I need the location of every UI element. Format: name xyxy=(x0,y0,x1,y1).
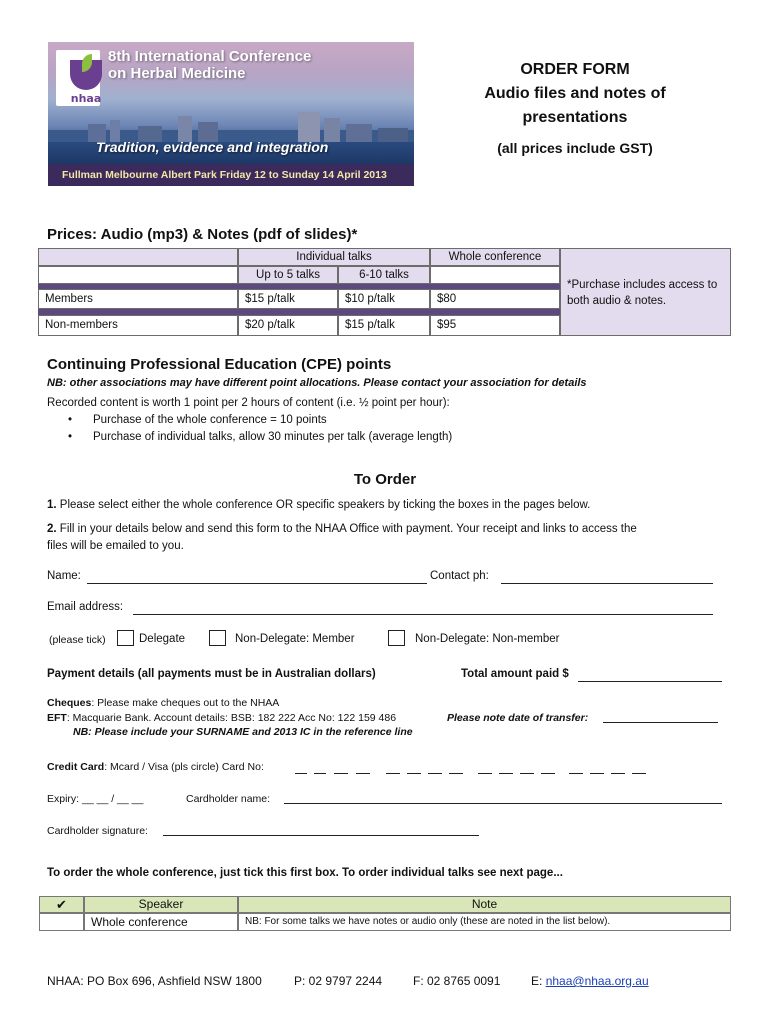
holder-label: Cardholder name: xyxy=(186,793,271,805)
nonmember-label: Non-Delegate: Non-member xyxy=(415,633,560,645)
footer-email-link[interactable]: nhaa@nhaa.org.au xyxy=(545,974,649,988)
eft-line xyxy=(47,712,396,724)
card-digit[interactable] xyxy=(386,773,400,774)
signature-label: Cardholder signature: xyxy=(47,825,148,837)
price-header-blank xyxy=(38,248,238,266)
step-number: 1. xyxy=(47,499,57,511)
card-digit[interactable] xyxy=(569,773,583,774)
form-subtitle-line1: Audio files and notes of xyxy=(484,85,666,102)
payment-heading: Payment details (all payments must be in Australian dollars) xyxy=(47,668,376,680)
credit-card-line xyxy=(47,761,264,773)
eft-text: : Macquarie Bank. Account details: BSB: 182 222 Acc No: 122 159 486 xyxy=(66,712,397,724)
transfer-label: Please note date of transfer: xyxy=(447,712,589,724)
price-row-up5: $15 p/talk xyxy=(238,289,338,309)
credit-card-text: : Mcard / Visa (pls circle) Card No: xyxy=(104,761,264,773)
holder-field[interactable] xyxy=(284,803,722,804)
cpe-bullet: • xyxy=(68,414,73,426)
nhaa-logo xyxy=(56,50,100,106)
member-checkbox[interactable] xyxy=(209,630,226,646)
transfer-date-field[interactable] xyxy=(603,722,718,723)
price-row-6-10: $10 p/talk xyxy=(338,289,430,309)
cpe-bullet: • xyxy=(68,431,73,443)
tick-label: (please tick) xyxy=(49,634,106,646)
price-row-up5: $20 p/talk xyxy=(238,315,338,336)
banner-venue: Fullman Melbourne Albert Park Friday 12 to Sunday 14 April 2013 xyxy=(48,164,414,186)
step-text: Fill in your details below and send this form to the NHAA Office with payment. Your receipt and links to access the xyxy=(59,523,637,535)
card-digit[interactable] xyxy=(520,773,534,774)
price-subheader-up5: Up to 5 talks xyxy=(238,266,338,284)
eft-label: EFT xyxy=(47,712,67,724)
footer-phone: P: 02 9797 2244 xyxy=(294,974,383,988)
total-label: Total amount paid $ xyxy=(461,668,569,680)
banner-title-line1: 8th International Conference xyxy=(108,48,312,65)
card-digit[interactable] xyxy=(334,773,348,774)
card-digit[interactable] xyxy=(611,773,625,774)
prices-heading: Prices: Audio (mp3) & Notes (pdf of slides)* xyxy=(47,226,358,243)
card-digit[interactable] xyxy=(499,773,513,774)
footer-email-line xyxy=(531,974,649,988)
conference-banner xyxy=(48,42,414,186)
footer-address: NHAA: PO Box 696, Ashfield NSW 1800 xyxy=(47,974,262,988)
price-subheader-blank xyxy=(38,266,238,284)
form-subtitle-line2: presentations xyxy=(522,109,628,126)
card-digit[interactable] xyxy=(407,773,421,774)
banner-title xyxy=(108,48,311,82)
price-subheader-6-10: 6-10 talks xyxy=(338,266,430,284)
cheques-line xyxy=(47,697,279,709)
delegate-checkbox[interactable] xyxy=(117,630,134,646)
email-label: Email address: xyxy=(47,601,124,613)
footer-fax: F: 02 8765 0091 xyxy=(413,974,501,988)
contact-label: Contact ph: xyxy=(430,570,489,582)
price-header-whole: Whole conference xyxy=(430,248,560,266)
signature-field[interactable] xyxy=(163,835,479,836)
whole-instruction: To order the whole conference, just tick this first box. To order individual talks see next page... xyxy=(47,867,563,879)
card-digit[interactable] xyxy=(428,773,442,774)
credit-card-label: Credit Card xyxy=(47,761,105,773)
total-field[interactable] xyxy=(578,681,722,682)
price-header-individual: Individual talks xyxy=(238,248,430,266)
cheques-text: : Please make cheques out to the NHAA xyxy=(91,697,280,709)
row-speaker: Whole conference xyxy=(84,913,238,931)
city-skyline-icon xyxy=(48,112,414,142)
cpe-heading: Continuing Professional Education (CPE) points xyxy=(47,356,392,373)
email-field[interactable] xyxy=(133,614,713,615)
name-label: Name: xyxy=(47,570,81,582)
form-title: ORDER FORM xyxy=(520,61,630,78)
row-note: NB: For some talks we have notes or audio only (these are noted in the list below). xyxy=(238,913,731,931)
col-note: Note xyxy=(238,896,731,913)
banner-title-line2: on Herbal Medicine xyxy=(108,65,246,82)
card-digit[interactable] xyxy=(590,773,604,774)
price-row-whole: $80 xyxy=(430,289,560,309)
price-note: *Purchase includes access to both audio & notes. xyxy=(560,248,731,336)
to-order-heading: To Order xyxy=(353,471,417,488)
card-digit[interactable] xyxy=(314,773,326,774)
footer-email-prefix: E: xyxy=(531,974,543,988)
nonmember-checkbox[interactable] xyxy=(388,630,405,646)
cpe-bullet-text: Purchase of the whole conference = 10 points xyxy=(93,414,327,426)
cheques-label: Cheques xyxy=(47,697,92,709)
delegate-label: Delegate xyxy=(139,633,186,645)
cpe-intro: Recorded content is worth 1 point per 2 hours of content (i.e. ½ point per hour): xyxy=(47,397,450,409)
banner-tagline: Tradition, evidence and integration xyxy=(96,139,329,155)
contact-field[interactable] xyxy=(501,583,713,584)
price-table xyxy=(38,248,731,336)
cpe-bullet-text: Purchase of individual talks, allow 30 minutes per talk (average length) xyxy=(93,431,453,443)
whole-conference-checkbox[interactable] xyxy=(39,913,84,931)
step-text: Please select either the whole conference OR specific speakers by ticking the boxes in the pages below. xyxy=(59,499,591,511)
logo-text: nhaa xyxy=(70,92,102,105)
order-step-2-cont: files will be emailed to you. xyxy=(47,540,184,552)
eft-nb: NB: Please include your SURNAME and 2013 IC in the reference line xyxy=(73,726,413,738)
name-field[interactable] xyxy=(87,583,427,584)
step-number: 2. xyxy=(47,523,57,535)
gst-note: (all prices include GST) xyxy=(497,140,653,156)
cpe-nb: NB: other associations may have different point allocations. Please contact your association for details xyxy=(47,377,587,389)
price-row-whole: $95 xyxy=(430,315,560,336)
check-icon: ✔ xyxy=(39,896,84,913)
price-row-label: Members xyxy=(38,289,238,309)
col-speaker: Speaker xyxy=(84,896,238,913)
card-digit[interactable] xyxy=(632,773,646,774)
card-digit[interactable] xyxy=(295,773,307,774)
card-digit[interactable] xyxy=(449,773,463,774)
card-digit[interactable] xyxy=(356,773,370,774)
member-label: Non-Delegate: Member xyxy=(235,633,355,645)
price-row-6-10: $15 p/talk xyxy=(338,315,430,336)
card-digit[interactable] xyxy=(541,773,555,774)
card-digit[interactable] xyxy=(478,773,492,774)
order-step-1 xyxy=(47,499,590,511)
expiry-field[interactable]: Expiry: __ __ / __ __ xyxy=(47,793,144,805)
order-step-2 xyxy=(47,523,637,535)
price-subheader-whole-blank xyxy=(430,266,560,284)
price-row-label: Non-members xyxy=(38,315,238,336)
